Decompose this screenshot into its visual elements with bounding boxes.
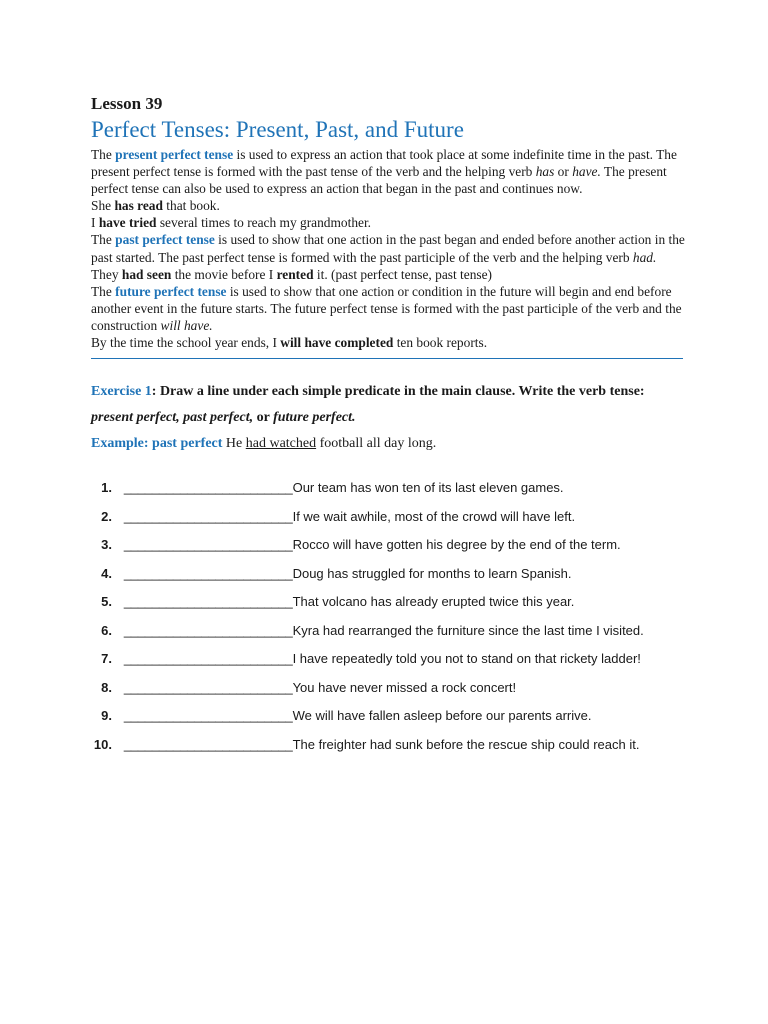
answer-blank[interactable]: ________________________ — [123, 480, 293, 496]
exercise-item — [91, 645, 698, 674]
item-number: 5. — [101, 594, 112, 610]
past-perfect-definition: The past perfect tense is used to show that one action in the past began and ended before another action in the past started. The past perfect tense is formed with the past participle of the verb and the helping verb had. — [91, 232, 685, 265]
example-label: Example: past perfect — [91, 436, 223, 452]
item-sentence: Doug has struggled for months to learn Spanish. — [292, 565, 572, 581]
present-perfect-definition: The present perfect tense is used to express an action that took place at some indefinite time in the past. The present perfect tense is formed with the past tense of the verb and the helping verb has or have. The present perfect tense can also be used to express an action that began in the past and continues now. — [91, 147, 677, 197]
item-sentence: Rocco will have gotten his degree by the end of the term. — [292, 537, 621, 553]
item-number: 4. — [101, 565, 112, 581]
item-sentence: Kyra had rearranged the furniture since the last time I visited. — [292, 622, 644, 638]
present-perfect-example: She has read that book. — [91, 198, 220, 214]
exercise-instruction: : Draw a line under each simple predicate in the main clause. Write the verb tense: — [151, 384, 645, 400]
future-perfect-definition: The future perfect tense is used to show that one action or condition in the future will begin and end before another event in the future starts. The future perfect tense is formed with the past participle of the verb and the construction will have. — [91, 283, 682, 333]
item-number: 2. — [101, 508, 112, 524]
present-perfect-term: present perfect tense — [115, 147, 234, 162]
item-sentence: You have never missed a rock concert! — [292, 679, 517, 695]
exercise-item — [91, 588, 698, 617]
answer-blank[interactable]: ________________________ — [123, 537, 293, 553]
section-divider — [91, 358, 683, 359]
answer-blank[interactable]: ________________________ — [123, 594, 293, 610]
exercise-item — [91, 531, 698, 560]
item-sentence: I have repeatedly told you not to stand on that rickety ladder! — [292, 651, 641, 667]
item-number: 9. — [101, 708, 112, 724]
exercise-example: Example: past perfect He had watched football all day long. — [91, 436, 437, 452]
item-sentence: That volcano has already erupted twice this year. — [292, 594, 575, 610]
exercise-item — [91, 617, 698, 646]
item-number: 8. — [101, 679, 112, 695]
future-perfect-example: By the time the school year ends, I will have completed ten book reports. — [91, 335, 488, 351]
exercise-tense-choices: present perfect, past perfect, or future perfect. — [91, 410, 356, 426]
item-sentence: If we wait awhile, most of the crowd will have left. — [292, 508, 576, 524]
exercise-item-list — [91, 474, 698, 759]
answer-blank[interactable]: ________________________ — [123, 508, 293, 524]
past-perfect-example: They had seen the movie before I rented it. (past perfect tense, past tense) — [91, 266, 493, 282]
example-underlined-predicate: had watched — [245, 436, 317, 452]
present-perfect-example: I have tried several times to reach my grandmother. — [91, 215, 372, 231]
exercise-item — [91, 674, 698, 703]
exercise-heading — [91, 379, 698, 405]
past-perfect-term: past perfect tense — [115, 232, 215, 248]
lesson-title: Perfect Tenses: Present, Past, and Future — [91, 117, 464, 142]
answer-blank[interactable]: ________________________ — [123, 679, 293, 695]
exercise-item — [91, 702, 698, 731]
answer-blank[interactable]: ________________________ — [123, 622, 293, 638]
exercise-item — [91, 560, 698, 589]
answer-blank[interactable]: ________________________ — [123, 651, 293, 667]
exercise-item — [91, 474, 698, 503]
item-number: 3. — [101, 537, 112, 553]
exercise-item — [91, 503, 698, 532]
item-sentence: We will have fallen asleep before our parents arrive. — [292, 708, 592, 724]
answer-blank[interactable]: ________________________ — [123, 736, 293, 752]
item-number: 10. — [93, 736, 112, 752]
item-number: 7. — [101, 651, 112, 667]
item-sentence: Our team has won ten of its last eleven games. — [292, 480, 564, 496]
exercise-label: Exercise 1 — [91, 384, 152, 400]
answer-blank[interactable]: ________________________ — [123, 565, 293, 581]
exercise-item — [91, 731, 698, 760]
item-number: 1. — [101, 480, 112, 496]
answer-blank[interactable]: ________________________ — [123, 708, 293, 724]
lesson-explanation — [91, 146, 698, 351]
item-sentence: The freighter had sunk before the rescue ship could reach it. — [292, 736, 640, 752]
item-number: 6. — [101, 622, 112, 638]
future-perfect-term: future perfect tense — [115, 283, 227, 299]
lesson-number: Lesson 39 — [91, 94, 163, 113]
